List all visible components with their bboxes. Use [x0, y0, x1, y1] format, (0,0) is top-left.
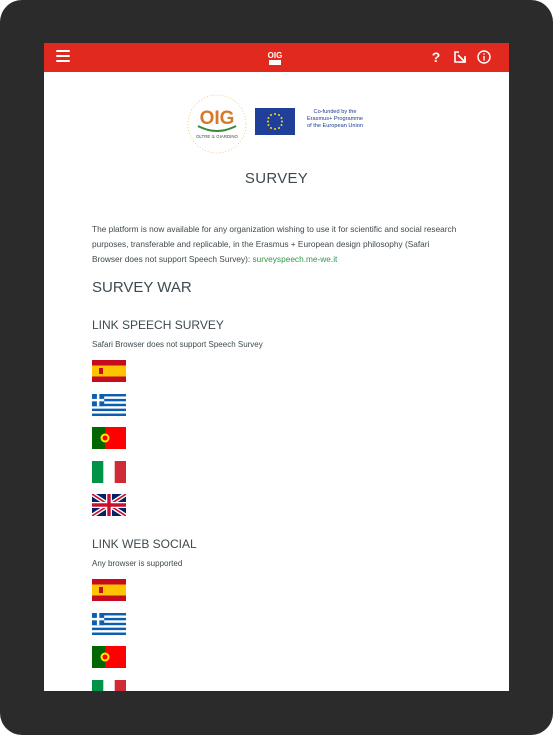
eu-text-line: of the European Union: [307, 123, 363, 129]
greece-flag-icon: [92, 394, 126, 416]
web-social-note: Any browser is supported: [92, 559, 183, 568]
survey-speech-link[interactable]: surveyspeech.me-we.it: [252, 254, 338, 264]
greece-flag-icon: [92, 613, 126, 635]
portugal-flag-icon: [92, 427, 126, 449]
spain-flag-icon: [92, 579, 126, 601]
intro-text: The platform is now available for any organization wishing to use it for scientific and social research purposes, transferable and replicable, in the Erasmus + European design philosophy (Safari Browser does not support Speech Survey):: [92, 224, 457, 264]
speech-spain-flag[interactable]: [92, 360, 126, 382]
web-portugal-flag[interactable]: [92, 646, 126, 668]
speech-portugal-flag[interactable]: [92, 427, 126, 449]
speech-survey-note: Safari Browser does not support Speech Survey: [92, 340, 263, 349]
speech-uk-flag[interactable]: [92, 494, 126, 516]
app-screen: [44, 43, 509, 691]
web-spain-flag[interactable]: [92, 579, 126, 601]
uk-flag-icon: [92, 494, 126, 516]
web-italy-flag[interactable]: [92, 680, 126, 691]
italy-flag-icon: [92, 461, 126, 483]
portugal-flag-icon: [92, 646, 126, 668]
italy-flag-icon: [92, 680, 126, 691]
app-logo[interactable]: [265, 48, 285, 67]
eu-cofunded-text: [300, 109, 370, 130]
question-icon[interactable]: ?: [431, 49, 441, 65]
speech-greece-flag[interactable]: [92, 394, 126, 416]
spain-flag-icon: [92, 360, 126, 382]
intro-paragraph: [92, 222, 462, 267]
info-icon[interactable]: [475, 47, 493, 67]
page-title: SURVEY: [244, 170, 309, 187]
eu-flag-icon: [255, 108, 295, 135]
web-social-heading: LINK WEB SOCIAL: [92, 537, 197, 551]
external-link-icon[interactable]: [451, 47, 469, 67]
web-greece-flag[interactable]: [92, 613, 126, 635]
oic-logo-subtext: OLTRE IL GIARDINO: [196, 134, 238, 139]
menu-icon[interactable]: [56, 50, 70, 62]
oic-logo: [184, 92, 250, 156]
survey-war-heading: SURVEY WAR: [92, 279, 192, 296]
eu-text-line: Co-funded by the: [313, 109, 357, 115]
eu-text-line: Erasmus+ Programme: [306, 116, 364, 122]
speech-italy-flag[interactable]: [92, 461, 126, 483]
partner-logos: [184, 92, 374, 156]
app-bar: [44, 43, 509, 72]
speech-survey-heading: LINK SPEECH SURVEY: [92, 318, 224, 332]
oic-logo-text: OIG: [199, 108, 235, 129]
app-logo-text: OIG: [267, 51, 283, 60]
